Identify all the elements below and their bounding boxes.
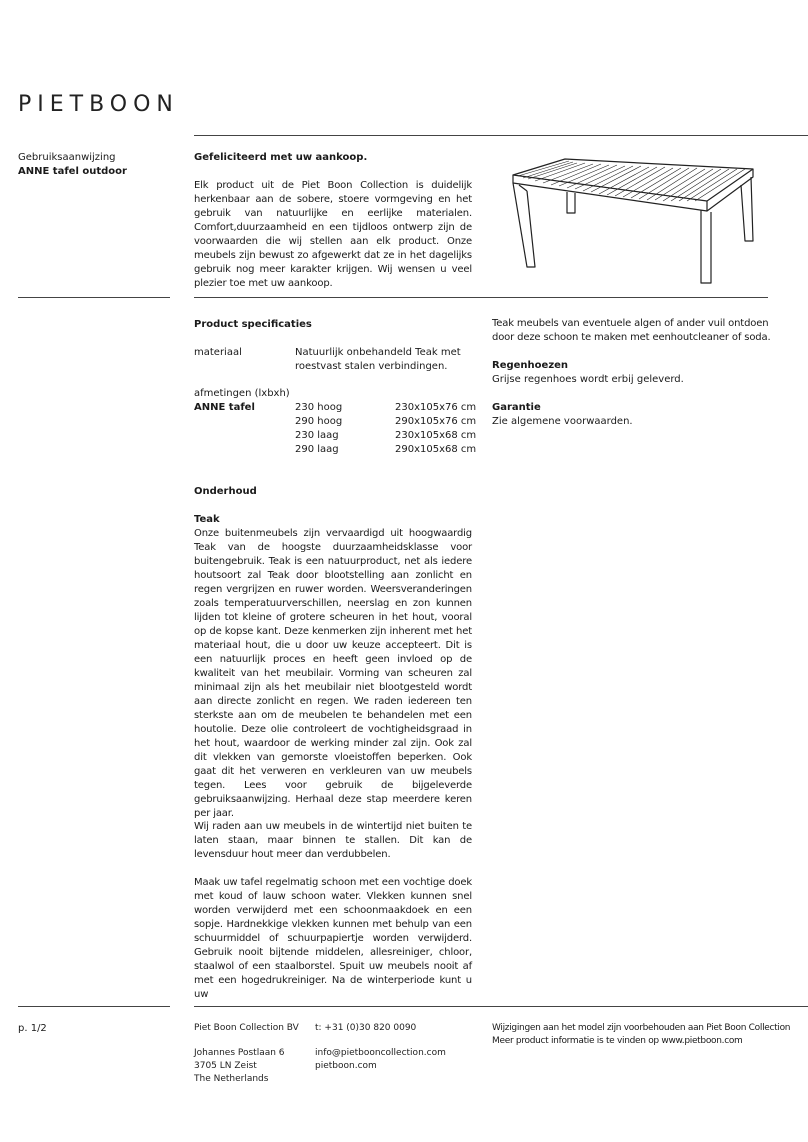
spec-variant: 230 hoog	[295, 402, 343, 413]
care-heading: Onderhoud	[194, 486, 257, 497]
material-value: Natuurlijk onbehandeld Teak met roestvast stalen verbindingen.	[295, 347, 461, 372]
teak-heading: Teak	[194, 514, 220, 525]
covers-text: Grijse regenhoes wordt erbij geleverd.	[492, 374, 684, 385]
doc-type: Gebruiksaanwijzing	[18, 152, 116, 163]
spec-size: 230x105x68 cm	[395, 430, 477, 441]
spec-size: 290x105x68 cm	[395, 444, 477, 455]
footer-rule	[194, 1006, 808, 1007]
care-paragraph-1: Onze buitenmeubels zijn vervaardigd uit hoogwaardig Teak van de hoogste duurzaamheidsklasse voor buitengebruik. Teak is een natuurproduct, net als iedere houtsoort zal Teak door blootstelling aan zonlicht en regen vergrijzen en ruwer worden. Weersveranderingen zoals temperatuurverschillen, neerslag en zon kunnen lijden tot kleine of grotere scheuren in het hout, vooral op de kopse kant. Deze kenmerken zijn inherent met het materiaal hout, die u door uw keuze accepteert. Dit is een natuurlijk proces en heeft geen invloed op de kwaliteit van het meubilair. Vorming van scheuren zal minimaal zijn als het meubilair niet blootgesteld wordt aan directe zonlicht en regen. We raden iedereen ten sterkste aan om de meubelen te behandelen met een houtolie. Deze olie controleert de vochtigheidsgraad in het hout, waardoor de werking minder zal zijn. Ook zal dit vlekken van gemorste vloeistoffen beperken. Ook gaat dit het verweren en verkleuren van uw meubels tegen. Lees voor gebruik de bijgeleverde gebruiksaanwijzing. Herhaal deze stap meerdere keren per jaar.	[194, 528, 472, 819]
material-label: materiaal	[194, 347, 242, 358]
intro-body: Elk product uit de Piet Boon Collection is duidelijk herkenbaar aan de sobere, stoere vormgeving en het gebruik van natuurlijke en eerlijke materialen. Comfort,duurzaamheid en een tijdloos ontwerp zijn de voorwaarden die wij stellen aan elk product. Onze meubels zijn bewust zo afgewerkt dat ze in het dagelijks gebruik nog meer karakter krijgen. Wij wensen u veel plezier toe met uw aankoop.	[194, 180, 472, 289]
covers-heading: Regenhoezen	[492, 360, 569, 371]
spec-size: 290x105x76 cm	[395, 416, 477, 427]
dimensions-product-label: ANNE tafel	[194, 402, 255, 413]
specs-heading: Product specificaties	[194, 319, 312, 330]
footer-street: Johannes Postlaan 6	[194, 1048, 285, 1058]
spec-variant: 290 laag	[295, 444, 339, 455]
warranty-text: Zie algemene voorwaarden.	[492, 416, 633, 427]
content-rule-1	[194, 297, 768, 298]
brand-logo: PIETBOON	[18, 92, 179, 117]
spec-size: 230x105x76 cm	[395, 402, 477, 413]
footer-phone: t: +31 (0)30 820 0090	[315, 1023, 417, 1033]
product-name: ANNE tafel outdoor	[18, 166, 127, 177]
footer-country: The Netherlands	[194, 1074, 269, 1084]
dimensions-label: afmetingen (lxbxh)	[194, 388, 290, 399]
sidebar-rule-1	[18, 297, 170, 298]
care-paragraph-3: Maak uw tafel regelmatig schoon met een vochtige doek met koud of lauw schoon water. Vlekken kunnen snel worden verwijderd met een schoonmaakdoek en een sopje. Hardnekkige vlekken kunnen met behulp van een schuurmiddel of schuurpapiertje worden verwijderd. Gebruik nooit bijtende middelen, allesreiniger, chloor, staalwol of een staalborstel. Spuit uw meubels nooit af met een hogedrukreiniger. Na de winterperiode kunt u uw	[194, 877, 472, 1000]
footer-note-1: Wijzigingen aan het model zijn voorbehouden aan Piet Boon Collection	[492, 1023, 791, 1033]
warranty-heading: Garantie	[492, 402, 541, 413]
sidebar-rule-2	[18, 1006, 170, 1007]
intro-heading: Gefeliciteerd met uw aankoop.	[194, 152, 368, 163]
footer-company: Piet Boon Collection BV	[194, 1023, 299, 1033]
spec-variant: 230 laag	[295, 430, 339, 441]
footer-city: 3705 LN Zeist	[194, 1061, 257, 1071]
footer-note-2: Meer product informatie is te vinden op www.pietboon.com	[492, 1036, 743, 1046]
footer-web: pietboon.com	[315, 1061, 377, 1071]
care-paragraph-2: Wij raden aan uw meubels in de wintertijd niet buiten te laten staan, maar binnen te stallen. Dit kan de levensduur hout meer dan verdubbelen.	[194, 821, 472, 860]
care-paragraph-4: Teak meubels van eventuele algen of ander vuil ontdoen door deze schoon te maken met eenhoutcleaner of soda.	[492, 318, 771, 343]
top-rule	[194, 135, 808, 136]
table-illustration	[505, 155, 770, 285]
page-number: p. 1/2	[18, 1023, 47, 1034]
spec-variant: 290 hoog	[295, 416, 343, 427]
footer-email: info@pietbooncollection.com	[315, 1048, 446, 1058]
